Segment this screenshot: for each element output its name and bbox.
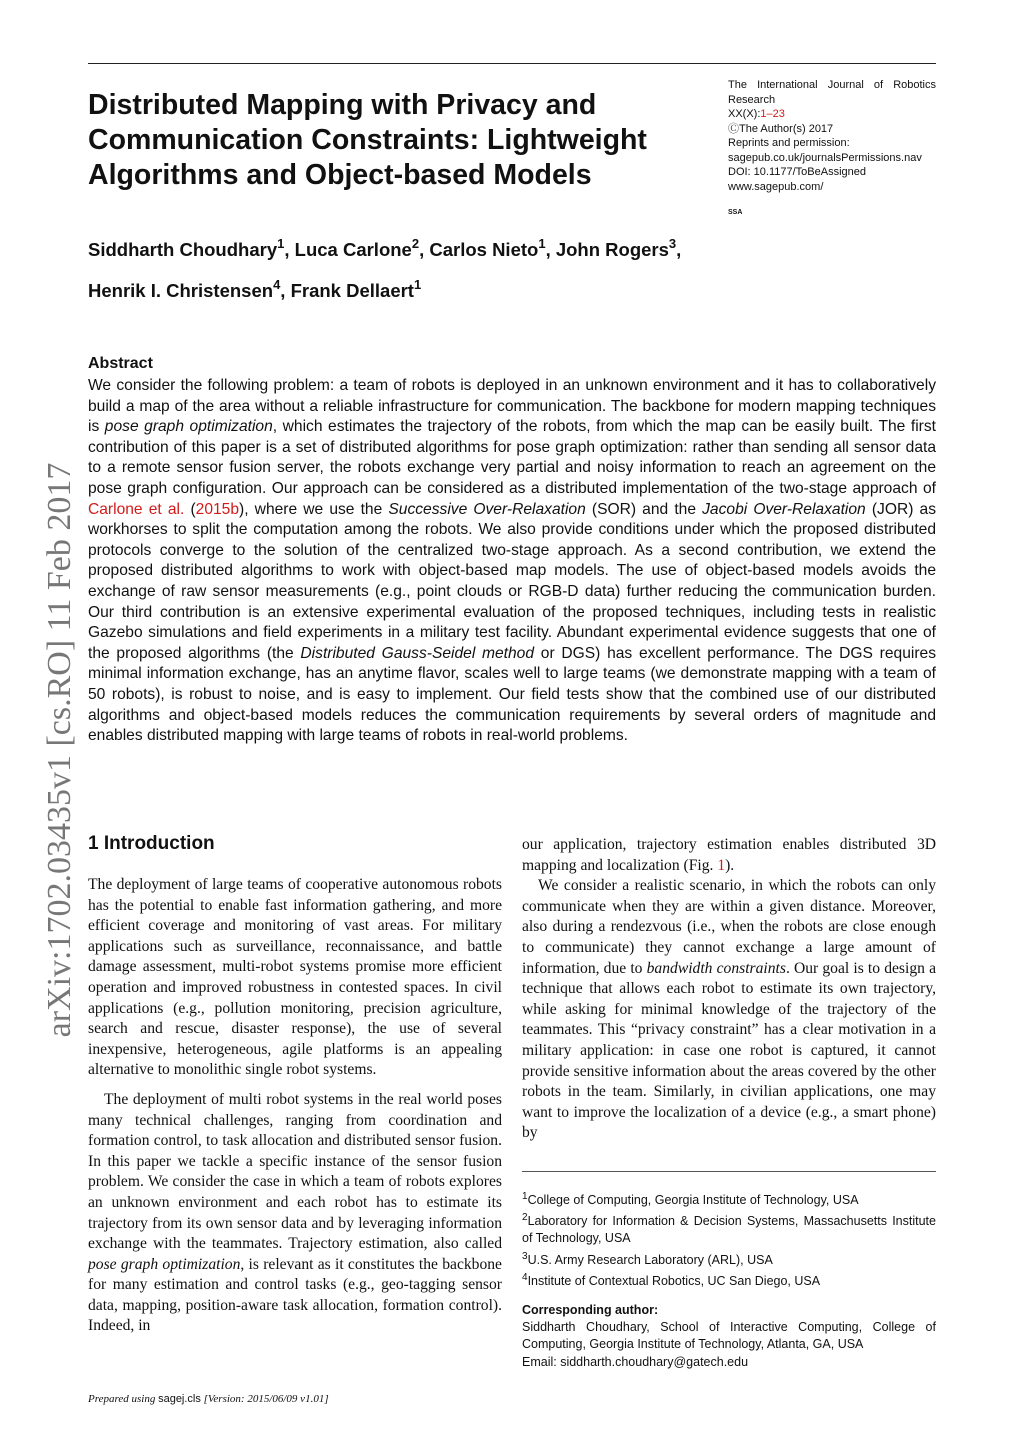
class-file: sagej.cls xyxy=(158,1393,201,1405)
title-line: Communication Constraints: Lightweight xyxy=(88,124,647,156)
arxiv-identifier: arXiv:1702.03435v1 [cs.RO] 11 Feb 2017 xyxy=(41,462,78,1038)
text-run: ( xyxy=(184,500,196,518)
copyright: ⒸThe Author(s) 2017 xyxy=(728,122,834,135)
affiliation-text: U.S. Army Research Laboratory (ARL), USA xyxy=(527,1252,773,1267)
journal-info xyxy=(728,78,936,221)
citation-link[interactable]: 1 xyxy=(717,856,726,874)
doi: DOI: 10.1177/ToBeAssigned xyxy=(728,166,866,178)
paragraph xyxy=(522,876,936,1144)
affiliation xyxy=(522,1188,936,1209)
affiliations xyxy=(522,1188,936,1290)
emphasis-text: pose graph optimization xyxy=(88,1255,241,1273)
author-name: Luca Carlone xyxy=(294,239,412,260)
author-separator: , xyxy=(545,239,556,260)
author-separator: , xyxy=(280,280,291,301)
text-run: . Our goal is to design a technique that allows each robot to estimate its own trajectory, while asking for minimal knowledge of the trajectory of the teammates. This “privacy constraint” has a clear motivation in a military application: in case one robot is captured, it cannot provide sensitive information about the areas covered by the other robots in the team. Similarly, in civilian applications, one may want to improve the localization of a device (e.g., a smart phone) by xyxy=(522,959,936,1142)
affiliation-text: College of Computing, Georgia Institute of Technology, USA xyxy=(527,1193,859,1207)
abstract-text xyxy=(88,376,936,747)
text-run: The deployment of multi robot systems in the real world poses many technical challenges, ranging from coordination and formation control, to task allocation and distributed sensor fusion. In this paper we tackle a specific instance of the sensor fusion problem. We consider the case in which a team of robots explores an unknown environment and each robot has to estimate its trajectory from its own sensor data and by leveraging information exchange with the teammates. Trajectory estimation, also called xyxy=(88,1090,502,1253)
text-run: or DGS) has excellent performance. The DGS requires minimal information exchange, has an anytime flavor, scales well to large teams (we demonstrate mapping with a team of 50 robots), is robust to noise, and is easy to implement. Our field tests show that the combined use of our distributed algorithms and object-based models reduces the communication requirements by several orders of magnitude and enables distributed mapping with large teams of robots in real-world problems. xyxy=(88,644,936,745)
text-run: ). xyxy=(725,856,735,874)
author-name: Carlos Nieto xyxy=(429,239,539,260)
paragraph xyxy=(88,875,502,1081)
left-column xyxy=(88,875,502,1346)
abstract-heading: Abstract xyxy=(88,355,153,372)
emphasis-text: Distributed Gauss-Seidel method xyxy=(300,644,535,662)
affiliation-marker: 2 xyxy=(411,236,420,251)
footnote-number: 4 xyxy=(522,1271,528,1283)
version: [Version: 2015/06/09 v1.01] xyxy=(200,1393,329,1405)
corresponding-text: Siddharth Choudhary, School of Interactive Computing, College of Computing, Georgia Institute of Technology, Atlanta, GA, USA xyxy=(522,1320,936,1352)
author-name: Frank Dellaert xyxy=(290,280,414,301)
text-run: (SOR) and the xyxy=(585,500,703,518)
text-run: The deployment of large teams of cooperative autonomous robots has the potential to enable fast information gathering, and more efficient coverage and monitoring of vast areas. For military applications such as surveillance, reconnaissance, and battle damage assessment, multi-robot systems promise more efficient operation and improved robustness in contested spaces. In civil applications (e.g., pollution monitoring, precision agriculture, search and rescue, disaster response), the use of several inexpensive, heterogeneous, agile platforms is an appealing alternative to monolithic single robot systems. xyxy=(88,876,502,1079)
affiliation-text: Laboratory for Information & Decision Systems, Massachusetts Institute of Technology, USA xyxy=(522,1214,936,1246)
author-list xyxy=(88,226,681,308)
citation-link[interactable]: 2015b xyxy=(195,500,240,518)
text-run: (JOR) as workhorses to split the computation among the robots. We also provide conditions under which the proposed distributed protocols converge to the solution of the centralized two-stage approach. As a second contribution, we extend the proposed distributed algorithms to work with object-based map models. The use of object-based models avoids the exchange of raw sensor measurements (e.g., point clouds or RGB-D data) further reducing the communication burden. Our third contribution is an extensive experimental evaluation of the proposed techniques, including tests in realistic Gazebo simulations and field experiments in a military test facility. Abundant experimental evidence suggests that one of the proposed algorithms (the xyxy=(88,500,937,662)
author-separator: , xyxy=(676,239,682,260)
top-rule xyxy=(88,63,936,64)
volume: XX(X): xyxy=(728,108,761,120)
right-column xyxy=(522,835,936,1153)
title-line: Distributed Mapping with Privacy and xyxy=(88,89,597,121)
emphasis-text: Successive Over-Relaxation xyxy=(388,500,586,518)
author-separator: , xyxy=(284,239,295,260)
affiliation-marker: 3 xyxy=(668,236,677,251)
journal-volume xyxy=(728,107,936,122)
author-separator: , xyxy=(419,239,430,260)
footnote-number: 2 xyxy=(522,1212,528,1224)
reprints: Reprints and permission: xyxy=(728,137,850,149)
text-run: , which estimates the trajectory of the robots, from which the map can be easily built. The first contribution of this paper is a set of distributed algorithms for pose graph optimization: rather than sending all sensor data to a remote sensor fusion server, the robots exchange very partial and noisy information to reach an agreement on the pose graph configuration. Our approach can be considered as a distributed implementation of the two-stage approach of xyxy=(88,418,937,497)
prepared-label: Prepared using xyxy=(88,1393,159,1405)
affiliation-marker: 1 xyxy=(538,236,546,251)
permissions-url: sagepub.co.uk/journalsPermissions.nav xyxy=(728,151,922,164)
sage-logo: SSA xyxy=(728,209,743,216)
affiliation xyxy=(522,1269,936,1290)
footnote-number: 1 xyxy=(522,1191,528,1202)
text-run: We consider the following problem: a team of robots is deployed in an unknown environment and it has to collaboratively build a map of the area without a reliable infrastructure for communication. The backbone for modern mapping techniques is xyxy=(88,377,936,436)
text-run: ), where we use the xyxy=(239,500,389,518)
author-name: John Rogers xyxy=(555,239,669,260)
journal-name: The International Journal of Robotics xyxy=(728,79,936,91)
footnote-number: 3 xyxy=(522,1250,528,1262)
pages-link[interactable]: 1–23 xyxy=(760,108,785,120)
journal-name-cont: Research xyxy=(728,93,776,106)
emphasis-text: bandwidth constraints xyxy=(646,959,786,977)
citation-link[interactable]: Carlone et al. xyxy=(88,500,185,518)
corresponding-heading: Corresponding author: xyxy=(522,1303,659,1318)
author-name: Siddharth Choudhary xyxy=(88,239,278,260)
paragraph xyxy=(522,835,936,876)
title-line: Algorithms and Object-based Models xyxy=(88,159,592,191)
section-heading-introduction: 1 Introduction xyxy=(88,833,215,854)
paper-title xyxy=(88,88,688,193)
affiliation-text: Institute of Contextual Robotics, UC San Diego, USA xyxy=(527,1273,821,1288)
text-run: We consider a realistic scenario, in which the robots can only communicate when they are within a given distance. Moreover, also during a rendezvous (i.e., when the robots are close enough to communicate) they cannot exchange a large amount of information, due to xyxy=(522,877,936,977)
affiliation-marker: 4 xyxy=(273,277,281,292)
paragraph xyxy=(88,1090,502,1337)
footnotes xyxy=(522,1188,936,1371)
emphasis-text: Jacobi Over-Relaxation xyxy=(702,500,866,518)
text-run: , is relevant as it constitutes the backbone for many estimation and control tasks (e.g., geo-tagging sensor data, mapping, position-aware task allocation, formation control). Indeed, in xyxy=(88,1255,502,1335)
text-run: our application, trajectory estimation enables distributed 3D mapping and localization (Fig. xyxy=(522,836,936,874)
author-name: Henrik I. Christensen xyxy=(88,280,274,301)
affiliation xyxy=(522,1209,936,1247)
affiliation-marker: 1 xyxy=(277,236,285,251)
email: Email: siddharth.choudhary@gatech.edu xyxy=(522,1354,749,1369)
prepared-footer xyxy=(88,1393,329,1405)
footnote-rule xyxy=(522,1171,936,1172)
affiliation xyxy=(522,1248,936,1269)
sage-site: www.sagepub.com/ xyxy=(728,180,824,193)
affiliation-marker: 1 xyxy=(413,277,422,292)
emphasis-text: pose graph optimization xyxy=(104,418,273,436)
